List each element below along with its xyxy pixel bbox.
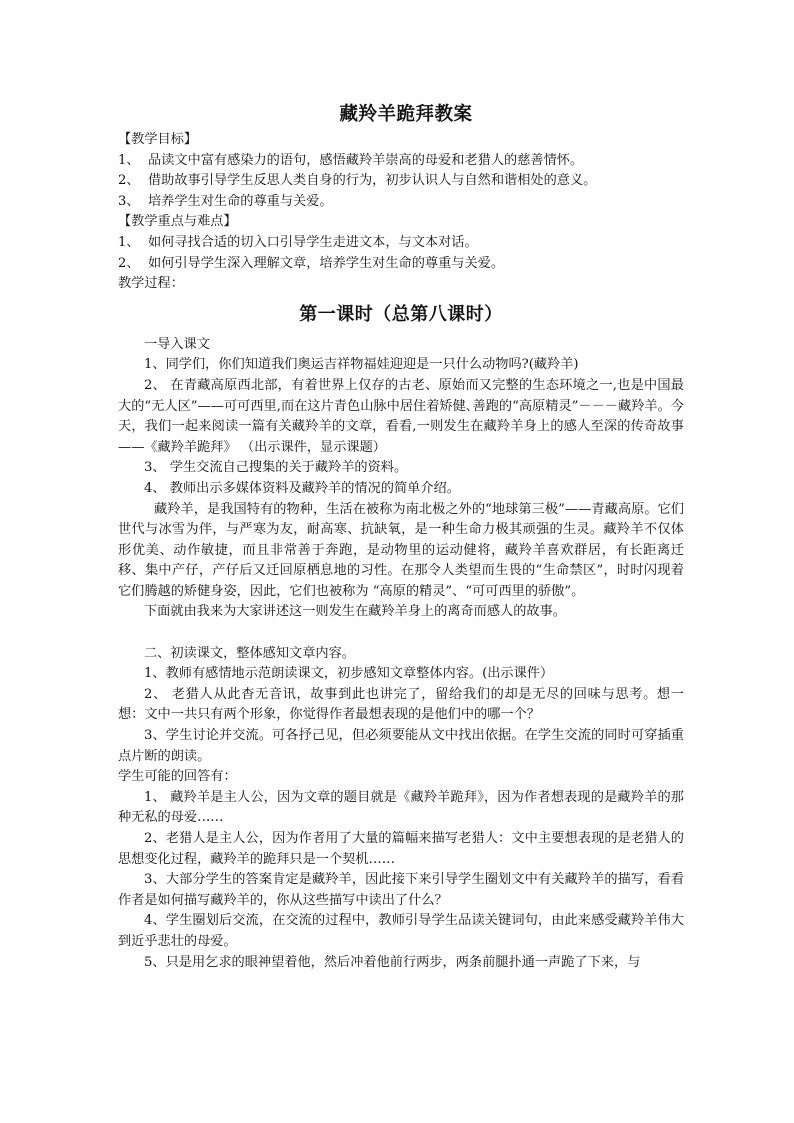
answer-paragraph: 2、老猎人是主人公，因为作者用了大量的篇幅来描写老猎人：文中主要想表现的是老猎人的思想变化过程，藏羚羊的跪拜只是一个契机……: [118, 831, 684, 867]
key-point-number: 1、: [118, 234, 140, 250]
key-point-text: 如何寻找合适的切入口引导学生走进文本，与文本对话。: [148, 234, 478, 250]
section1-paragraph: 4、 教师出示多媒体资料及藏羚羊的情况的简单介绍。: [144, 480, 460, 496]
section2-paragraph: 2、 老猎人从此杳无音讯，故事到此也讲完了，留给我们的却是无尽的回味与思考。想一想：文中一共只有两个形象，你觉得作者最想表现的是他们中的哪一个？: [118, 686, 684, 723]
spacer: [118, 623, 684, 644]
section1-paragraph: 3、 学生交流自己搜集的关于藏羚羊的资料。: [144, 460, 408, 476]
goal-item: [118, 171, 684, 192]
key-point-text: 如何引导学生深入理解文章，培养学生对生命的尊重与关爱。: [148, 255, 505, 271]
goal-text: 借助故事引导学生反思人类自身的行为，初步认识人与自然和谐相处的意义。: [148, 173, 597, 189]
answer-paragraph: 4、学生圈划后交流，在交流的过程中，教师引导学生品读关键词句，由此来感受藏羚羊伟大到近乎悲壮的母爱。: [118, 913, 684, 949]
answer-paragraph: 5、只是用乞求的眼神望着他，然后冲着他前行两步，两条前腿扑通一声跪了下来，与: [144, 954, 641, 970]
key-points-heading: 【教学重点与难点】: [118, 214, 237, 230]
section1-paragraph: 下面就由我来为大家讲述这一则发生在藏羚羊身上的离奇而感人的故事。: [144, 604, 566, 620]
document-page: [118, 100, 684, 973]
key-point-item: [118, 254, 684, 275]
section2-heading: 二、初读课文，整体感知文章内容。: [144, 645, 355, 661]
goal-number: 2、: [118, 173, 140, 189]
goal-text: 品读文中富有感染力的语句，感悟藏羚羊崇高的母爱和老猎人的慈善情怀。: [148, 152, 584, 168]
goal-number: 3、: [118, 193, 140, 209]
section1-heading: 一导入课文: [144, 336, 210, 352]
answer-paragraph: 3、大部分学生的答案肯定是藏羚羊，因此接下来引导学生圈划文中有关藏羚羊的描写，看看作者是如何描写藏羚羊的，你从这些描写中读出了什么？: [118, 872, 684, 908]
tibetan-antelope-intro: 藏羚羊，是我国特有的物种，生活在被称为南北极之外的“地球第三极”——青藏高原。它们世代与冰雪为伴，与严寒为友，耐高寒、抗缺氧，是一种生命力极其顽强的生灵。藏羚羊不仅体形优美、动作敏捷，而且非常善于奔跑，是动物里的运动健将，藏羚羊喜欢群居，有长距离迁移、集中产仔，产仔后又迁回原栖息地的习性。在那令人类望而生畏的“生命禁区”，时时闪现着它们腾越的矫健身姿，因此，它们也被称为 “高原的精灵”、“可可西里的骄傲”。: [118, 501, 684, 599]
section1-paragraph: 2、 在青藏高原西北部，有着世界上仅存的古老、原始而又完整的生态环境之一,也是中国最大的“无人区”——可可西里,而在这片青色山脉中居住着矫健､善跑的“高原精灵”－－－藏羚羊。今天，我们一起来阅读一篇有关藏羚羊的文章，看看,一则发生在藏羚羊身上的感人至深的传奇故事——《藏羚羊跪拜》 （出示课件，显示课题）: [118, 377, 684, 455]
lesson-heading: 第一课时（总第八课时）: [299, 303, 503, 325]
answers-label: 学生可能的回答有：: [118, 769, 237, 785]
section1-paragraph: 1、同学们，你们知道我们奥运吉祥物福娃迎迎是一只什么动物吗?(藏羚羊): [144, 357, 579, 373]
document-title: 藏羚羊跪拜教案: [339, 104, 473, 125]
section2-paragraph: 3、学生讨论并交流。可各抒己见，但必须要能从文中找出依据。在学生交流的同时可穿插重点片断的朗读。: [118, 728, 684, 764]
goal-item: [118, 151, 684, 172]
answer-paragraph: 1、 藏羚羊是主人公，因为文章的题目就是《藏羚羊跪拜》，因为作者想表现的是藏羚羊的那种无私的母爱……: [118, 789, 684, 826]
key-point-item: [118, 233, 684, 254]
process-label: 教学过程：: [118, 276, 184, 292]
key-point-number: 2、: [118, 255, 140, 271]
goals-heading: 【教学目标】: [118, 132, 198, 147]
goal-item: [118, 192, 684, 213]
goal-number: 1、: [118, 152, 140, 168]
section2-paragraph: 1、教师有感情地示范朗读课文，初步感知文章整体内容。(出示课件）: [144, 666, 554, 682]
goal-text: 培养学生对生命的尊重与关爱。: [148, 193, 333, 209]
